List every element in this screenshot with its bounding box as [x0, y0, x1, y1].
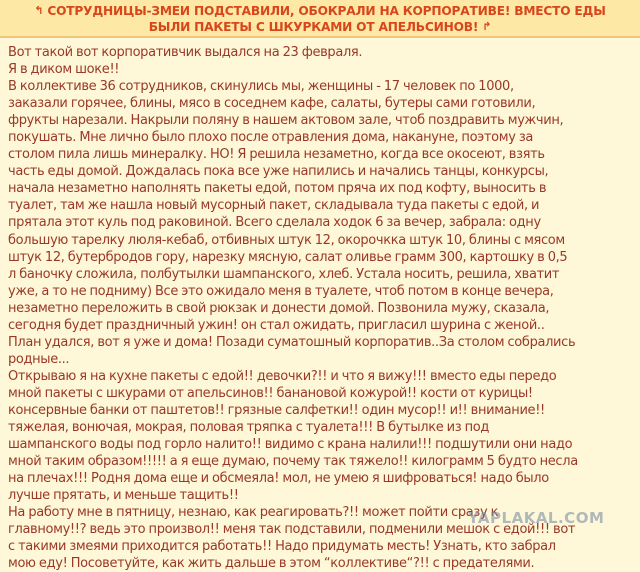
post-text-line: В коллективе 36 сотрудников, скинулись мы, женщины - 17 человек по 1000,	[8, 79, 514, 95]
post-text	[8, 44, 634, 572]
post-title-bar	[0, 0, 640, 38]
post-text-line: часть еды домой. Дождалась пока все уже напились и начались танцы, конкурсы,	[8, 164, 549, 180]
post-text-line: с такими змеями приходится работать!! Надо придумать месть! Узнать, кто забрал	[8, 539, 556, 555]
post-text-line: Вот такой вот корпоративчик выдался на 23 февраля.	[8, 45, 363, 60]
post-text-line: покушать. Мне лично было плохо после отравления дома, накануне, поэтому за	[8, 130, 534, 146]
post-text-line: фрукты нарезали. Накрыли поляну в нашем актовом зале, чтоб поздравить мужчин,	[8, 113, 564, 129]
post-title-line-2: БЫЛИ ПАКЕТЫ С ШКУРКАМИ ОТ АПЕЛЬСИНОВ!	[148, 20, 479, 34]
post-text-line: На работу мне в пятницу, незнаю, как реагировать?!! может пойти сразу к	[8, 505, 499, 521]
post-text-line: большую тарелку люля-кебаб, отбивных штук 12, окорочкка штук 10, блины с мясом	[8, 232, 565, 248]
post-text-line: на плечах!!! Родня дома еще и обсмеяла! мол, не умею я шифроваться! надо было	[8, 471, 549, 487]
post-text-line: мной пакеты с шкурами от апельсинов!! банановой кожурой!! кости от курицы!	[8, 385, 533, 401]
post-text-line: прятала этот куль под раковиной. Всего сделала ходок 6 за вечер, забрала: одну	[8, 215, 541, 231]
post-text-line: туалет, там же нашла новый мусорный пакет, складывала туда пакеты с едой, и	[8, 198, 540, 214]
post-text-line: Открываю я на кухне пакеты с едой!! девочки?!! и что я вижу!!! вместо еды передо	[8, 368, 557, 384]
post-text-line: сегодня будет праздничный ужин! он стал ожидать, пригласил шурина с женой..	[8, 317, 545, 333]
post-text-line: штук 12, бутербродов гору, нарезку мясную, салат оливье грамм 300, картошку в 0,5	[8, 249, 568, 265]
post-text-line: тяжелая, вонючая, мокрая, половая тряпка с туалета!!! В бутылке из под	[8, 420, 490, 436]
post-text-line: План удался, вот я уже и дома! Позади суматошный корпоратив..За столом собрались	[8, 334, 576, 350]
post-text-line: консервные банки от паштетов!! грязные салфетки!! один мусор!! и!! внимание!!	[8, 402, 545, 418]
post-text-line: главному!!? ведь это произвол!! меня так подставили, подменили мешок с едой!!! вот	[8, 522, 576, 538]
post-text-line: заказали горячее, блины, мясо в соседнем кафе, салаты, бутеры сами готовили,	[8, 96, 536, 112]
post-text-line: начала незаметно наполнять пакеты едой, потом пряча их под кофту, выносить в	[8, 181, 547, 197]
post-body	[0, 38, 640, 572]
post-text-line: лучше прятать, и меньше тащить!!	[8, 488, 239, 504]
post-text-line: л баночку сложила, полбутылки шампанского, хлеб. Устала носить, решила, хватит	[8, 266, 560, 282]
forward-arrow-right-icon[interactable]: ↱	[482, 20, 492, 33]
reply-arrow-left-icon[interactable]: ↰	[34, 4, 44, 17]
post-text-line: шампанского воды под горло налито!! видимо с крана налили!!! подшутили они надо	[8, 437, 573, 453]
post-title-line-1: СОТРУДНИЦЫ-ЗМЕИ ПОДСТАВИЛИ, ОБОКРАЛИ НА КОРПОРАТИВЕ! ВМЕСТО ЕДЫ	[47, 4, 606, 18]
post-text-line: мной таким образом!!!!! а я еще думаю, почему так тяжело!! килограмм 5 будто несла	[8, 454, 578, 470]
post-text-line: столом пила лишь минералку. НО! Я решила незаметно, когда все окосеют, взять	[8, 147, 545, 163]
site-watermark: YAPLAKAL.COM	[468, 509, 605, 527]
post-text-line: мою еду! Посоветуйте, как жить дальше в этом “коллективе“?!! с предателями.	[8, 556, 535, 572]
post-text-line: Я в диком шоке!!	[8, 62, 120, 78]
post-text-line: родные...	[8, 351, 70, 367]
post-text-line: незаметно переложить в свой рюкзак и донести домой. Позвонила мужу, сказала,	[8, 300, 550, 316]
post-text-line: уже, а то не подниму) Все это ожидало меня в туалете, чтоб потом в конце вечера,	[8, 283, 554, 299]
